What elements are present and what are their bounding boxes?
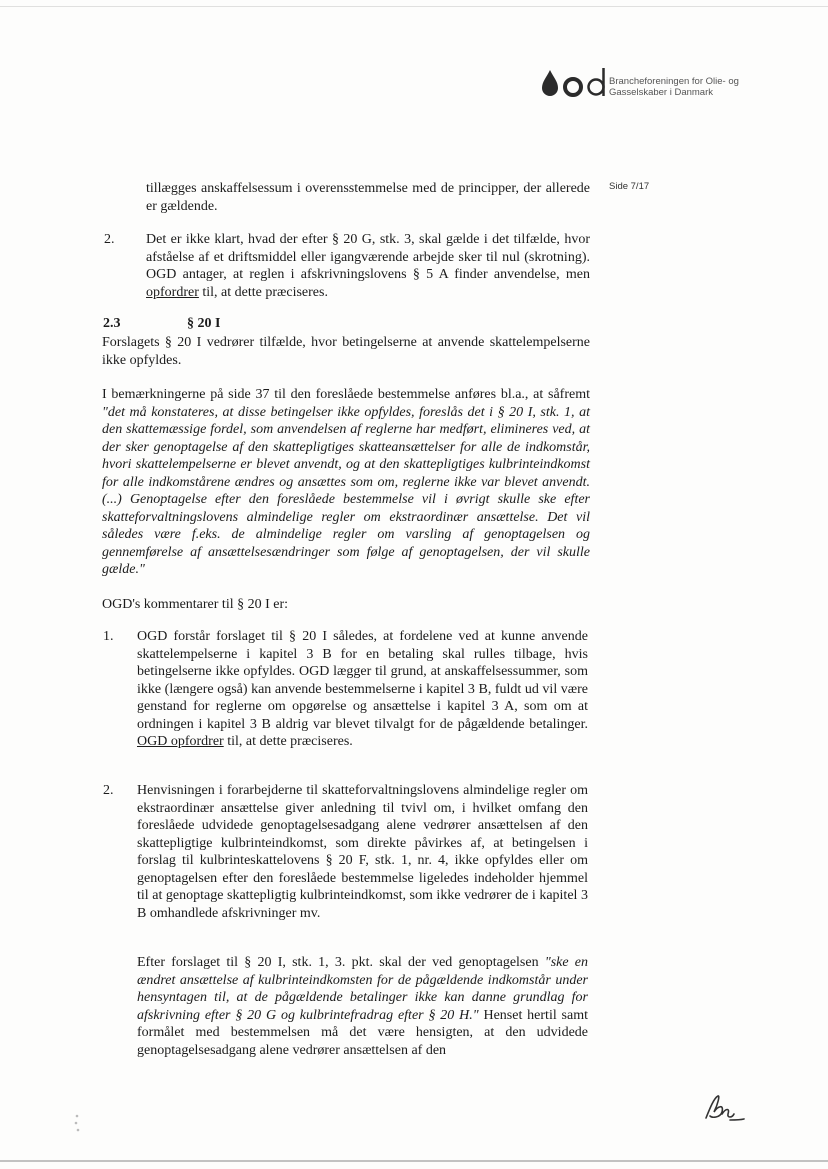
section-intro-text: Forslagets § 20 I vedrører tilfælde, hvor betingelserne at anvende skattelempelserne ikke opfyldes. — [102, 335, 590, 368]
comment2-para2-tail: Henset hertil samt formålet med bestemmelsen må det være hensigten, at den udvidede genoptagelsesadgang alene vedrører ansættelsen af den — [137, 1007, 589, 1058]
comment2-para2-quote: "ske en ændret ansættelse af kulbrinteindkomsten for de pågældende indkomstår under hensyntagen til, at de pågældende betalinger ikke kan danne grundlag for afskrivning efter § 20 G og kulbrintefradrag efter § 20 H." — [137, 955, 588, 1023]
signature-initials-icon — [700, 1090, 746, 1126]
remarks-paragraph — [102, 386, 590, 579]
section-number: 2.3 — [103, 316, 121, 331]
comments-heading — [102, 596, 590, 614]
item2-number: 2. — [104, 232, 115, 247]
comment2-number: 2. — [103, 783, 114, 798]
section-title: § 20 I — [187, 316, 221, 331]
comment1-underlined: OGD opfordrer — [137, 734, 224, 749]
page-indicator: Side 7/17 — [609, 181, 650, 192]
comment2-paragraph-2 — [137, 954, 588, 1059]
org-line-2: Gasselskaber i Danmark — [609, 87, 714, 98]
comment1-text-before: OGD forstår forslaget til § 20 I således, at fordelene ved at kunne anvende skattelempelserne i kapitel 3 B for en betaling skal rulles tilbage, hvis betingelserne ikke opfyldes. OGD lægger til grund, at anskaffelsessummer, som ikke (længere også) kan anvende bestemmelserne i kapitel 3 B, fuldt ud vil være genstand for reglerne om opgørelse og ansættelse i kapitel 3 A, som om at ordningen i kapitel 3 B aldrig var blevet tilvalgt for de pågældende betalinger. — [137, 629, 588, 732]
organization-name — [609, 76, 739, 98]
remarks-lead: I bemærkningerne på side 37 til den foreslåede bestemmelse anføres bl.a., at såfremt — [102, 387, 590, 402]
item2-underlined: opfordrer — [146, 284, 199, 300]
comment2-text: Henvisningen i forarbejderne til skatteforvaltningslovens almindelige regler om ekstraordinær ansættelse giver anledning til tvivl om, i hvilket omfang den foreslåede udvidede genoptagelsesadgang alene vedrører ansættelsen af den skattepligtige kulbrinteindkomst, som direkte påvirkes af, at betingelsen i forslag til kulbrinteskattelovens § 20 F, stk. 1, nr. 4, ikke opfyldes eller om genoptagelsen efter den foreslåede bestemmelse ligeledes indeholder hjemmel til at genoptage skattepligtig kulbrinteindkomst, som ikke vedrører de i kapitel 3 B omhandlede afskrivninger mv. — [137, 783, 588, 921]
org-line-1: Brancheforeningen for Olie- og — [609, 76, 739, 87]
section-intro — [102, 334, 590, 369]
intro-continuation — [146, 180, 590, 215]
scan-artifact-icon — [72, 1112, 82, 1134]
item2-paragraph — [146, 231, 590, 301]
comment2-paragraph — [137, 782, 588, 922]
scan-edge-bottom — [0, 1160, 828, 1162]
comment2-para2-lead: Efter forslaget til § 20 I, stk. 1, 3. pkt. skal der ved genoptagelsen — [137, 955, 545, 970]
scan-edge-top — [0, 6, 828, 7]
item2-text-before: Det er ikke klart, hvad der efter § 20 G, stk. 3, skal gælde i det tilfælde, hvor afståelse af et driftsmiddel eller igangværende arbejde sker til nul (skrotning). OGD antager, at reglen i afskrivningslovens § 5 A finder anvendelse, men — [146, 232, 590, 282]
comment1-paragraph — [137, 628, 588, 751]
item2-text-after: til, at dette præciseres. — [198, 284, 328, 300]
ogd-logo-icon — [540, 66, 610, 98]
remarks-quote: "det må konstateres, at disse betingelser ikke opfyldes, foreslås det i § 20 I, stk. 1, at den skattemæssige fordel, som anvendelsen af reglerne har medført, elimineres ved, at der sker genoptagelse af den skattepligtiges skatteansættelser for alle de indkomstår, hvori skattelempelserne er blevet anvendt, og at den skattepligtiges kulbrinteindkomst for alle indkomstårene ændres og ansættes som om, reglerne ikke var blevet anvendt. (...) Genoptagelse efter den foreslåede bestemmelse vil i øvrigt skulle ske efter skatteforvaltningslovens almindelige regler om ekstraordinær ansættelse. Det vil således være f.eks. de almindelige regler om varsling af genoptagelsen og gennemførelse af ansættelsesændringer som følge af genoptagelsen, der vil skulle gælde." — [102, 404, 590, 577]
comment1-number: 1. — [103, 629, 114, 644]
intro-text: tillægges anskaffelsessum i overensstemmelse med de principper, der allerede er gældende. — [146, 181, 590, 214]
comments-heading-text: OGD's kommentarer til § 20 I er: — [102, 597, 289, 612]
comment1-text-after: til, at dette præciseres. — [223, 734, 353, 749]
